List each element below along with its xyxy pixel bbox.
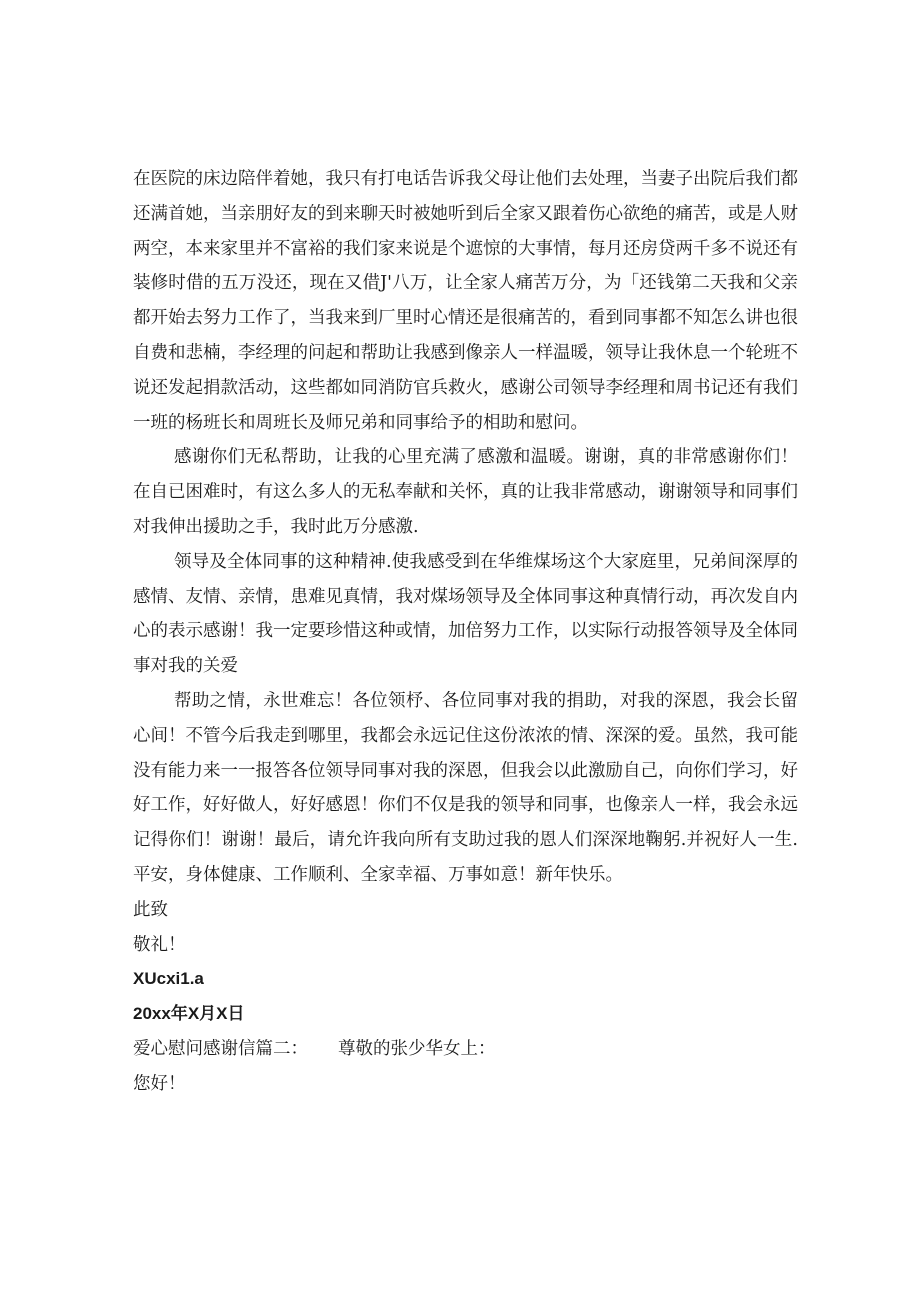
paragraph-4: 帮助之情，永世难忘！各位领杼、各位同事对我的捐助，对我的深恩，我会长留心间！不管今后我走到哪里，我都会永远记住这份浓浓的情、深深的爱。虽然，我可能没有能力来一一报答各位领导同事对我的深恩，但我会以此激励自己，向你们学习，好好工作，好好做人，好好感恩！你们不仅是我的领导和同事，也像亲人一样，我会永远记得你们！谢谢！最后，请允许我向所有支助过我的恩人们深深地鞠躬.并祝好人一生.平安，身体健康、工作顺利、全家幸福、万事如意！新年快乐。 [133,690,798,885]
date-line: 20xx年X月X日 [133,1004,245,1024]
signature: XUcxi1.a [133,969,204,989]
paragraph-2: 感谢你们无私帮助，让我的心里充满了感激和温暖。谢谢，真的非常感谢你们！在自已困难时，有这么多人的无私奉献和关怀，真的让我非常感动，谢谢领导和同事们对我伸出援助之手，我时此万分感激. [133,447,798,537]
closing-line-2: 敬礼！ [133,934,186,955]
next-letter-title: 爱心慰问感谢信篇二： [133,1038,308,1059]
paragraph-1: 在医院的床边陪伴着她，我只有打电话告诉我父母让他们去处理，当妻子出院后我们都还满首她，当亲朋好友的到来聊天时被她听到后全家又跟着伤心欲绝的痛苦，或是人财两空，本来家里并不富裕的我们家来说是个遮惊的大事情，每月还房贷两千多不说还有装修时借的五万没还，现在又借J'八万，让全家人痛苦万分，为「还钱第二天我和父亲都开始去努力工作了，当我来到厂里时心情还是很痛苦的，看到同事都不知怎么讲也很自费和悲楠，李经理的问起和帮助让我感到像亲人一样温暖，领导让我休息一个轮班不说还发起捐款活动，这些都如同消防官兵救火，感谢公司领导李经理和周书记还有我们一班的杨班长和周班长及师兄弟和同事给予的相助和慰问。 [133,169,798,433]
next-letter-salutation: 尊敬的张少华女上： [338,1038,496,1059]
next-letter-greeting: 您好！ [133,1073,186,1094]
next-letter-heading [133,1032,798,1067]
letter-body [133,162,798,1102]
closing-line-1: 此致 [133,899,168,920]
paragraph-3: 领导及全体同事的这种精神.使我感受到在华维煤场这个大家庭里，兄弟间深厚的感情、友情、亲情，患难见真情，我对煤场领导及全体同事这种真情行动，再次发自内心的表示感谢！我一定要珍惜这种或情，加倍努力工作，以实际行动报答领导及全体同事对我的关爱 [133,551,798,677]
